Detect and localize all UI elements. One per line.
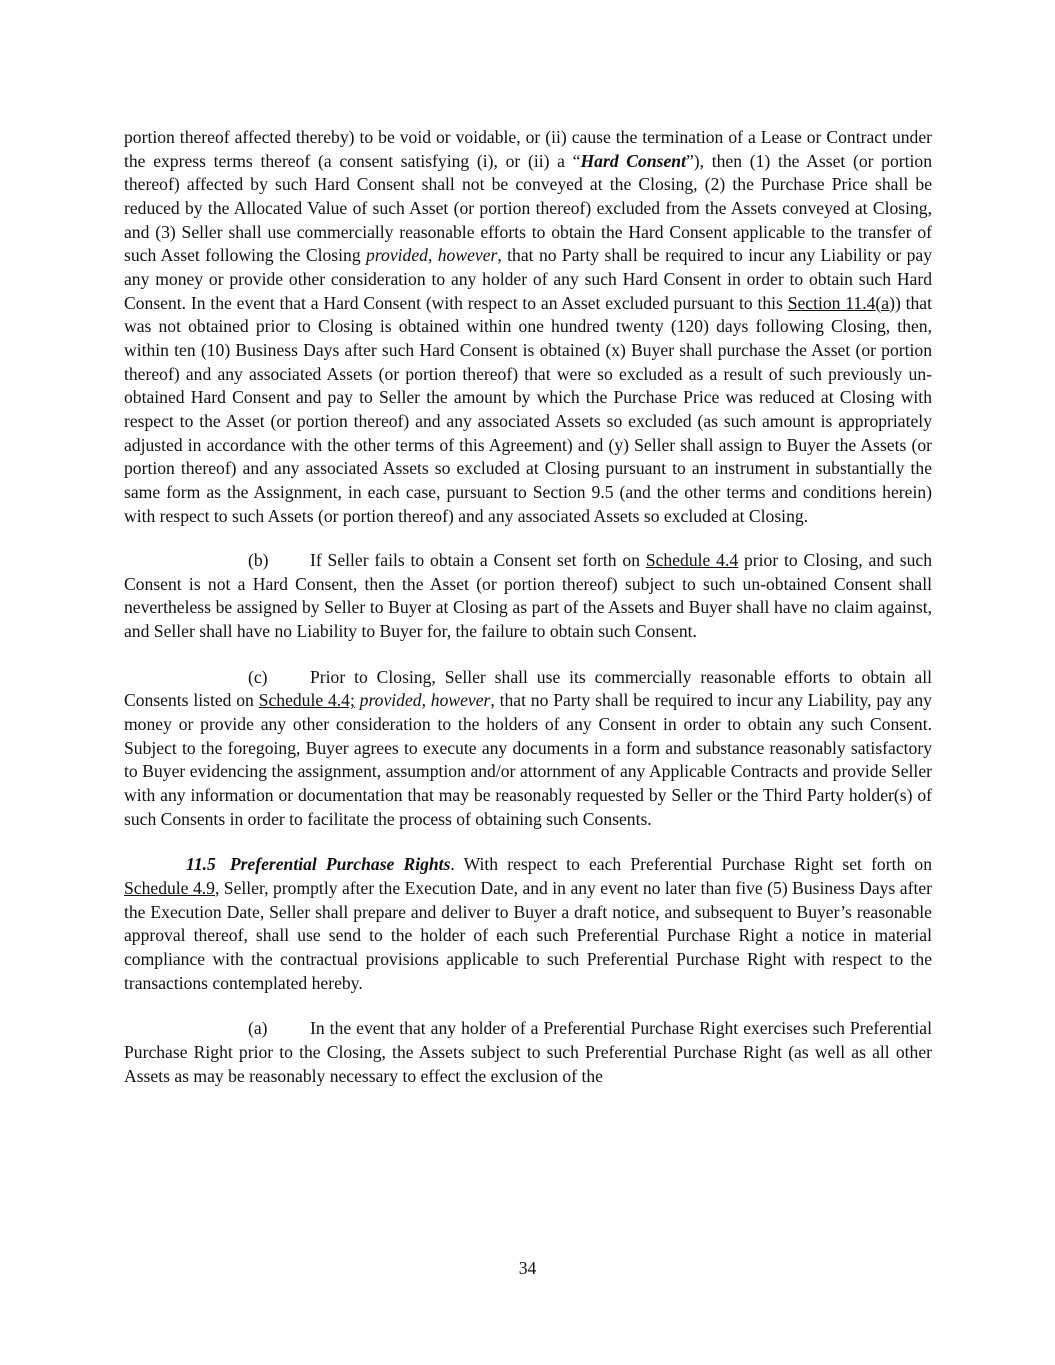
text-run: prior to Closing, and such Consent is not a Hard Consent, then the Asset (or portion thereof) subject to such un-obtained Consent shall nevertheless be assigned by Seller to Buyer at Closing as part of the Assets and Buyer shall have no claim against, and Seller shall have no Liability to Buyer for, the failure to obtain such Consent. (124, 550, 932, 642)
text-run: Prior to Closing, Seller shall use its commercially reasonable efforts to obtain all Consents listed on (124, 666, 932, 711)
emphasis-however: however (430, 690, 491, 711)
reference-schedule-4-4: Schedule 4.4 (645, 550, 739, 571)
defined-term-hard-consent: Hard Consent (580, 150, 686, 171)
page-number: 34 (518, 1258, 537, 1278)
paragraph-hard-consent (124, 126, 932, 528)
text-run: If Seller fails to obtain a Consent set forth on (310, 550, 646, 571)
text-run: , that no Party shall be required to incur any Liability, pay any money or provide any other consideration to the holders of any Consent in order to obtain any such Consent. Subject to the foregoing, Buyer agrees to execute any documents in a form and substance reasonably satisfactory to Buyer evidencing the assignment, assumption and/or attornment of any Applicable Contracts and provide Seller with any information or documentation that may be reasonably requested by Seller or the Third Party holder(s) of such Consents in order to facilitate the process of obtaining such Consents. (124, 690, 932, 829)
text-run: ) that was not obtained prior to Closing is obtained within one hundred twenty (120) days following Closing, then, within ten (10) Business Days after such Hard Consent is obtained (x) Buyer shall purchase the Asset (or portion thereof) and any associated Assets (or portion thereof) that were so excluded as a result of such previously un-obtained Hard Consent and pay to Seller the amount by which the Purchase Price was reduced at Closing with respect to the Asset (or portion thereof) and any associated Assets so excluded (as such amount is appropriately adjusted in accordance with the other terms of this Agreement) and (y) Seller shall assign to Buyer the Assets (or portion thereof) and any associated Assets so excluded at Closing pursuant to an instrument in substantially the same form as the Assignment, in each case, pursuant to Section 9.5 (and the other terms and conditions herein) with respect to such Assets (or portion thereof) and any associated Assets so excluded at Closing. (124, 292, 932, 526)
clause-label-c: (c) (248, 666, 268, 687)
paragraph-b (124, 549, 932, 644)
section-11-5-paragraph (124, 853, 932, 995)
document-page (124, 126, 932, 1088)
reference-schedule-4-9: Schedule 4.9 (124, 878, 215, 899)
paragraph-a (124, 1017, 932, 1088)
reference-section-11-4a: Section 11.4(a) (787, 292, 895, 313)
emphasis-however: however (437, 245, 498, 266)
clause-label-b: (b) (248, 550, 269, 571)
section-number: 11.5 (186, 854, 216, 875)
text-run: , (421, 690, 431, 711)
text-run: portion thereof affected thereby) to be void or voidable, or (ii) cause the termination of a Lease or Contract under the express terms thereof (a consent satisfying (i), or (ii) a “ (124, 127, 932, 171)
paragraph-c (124, 666, 932, 832)
reference-schedule-4-4: Schedule 4.4; (258, 690, 355, 711)
text-run: , (427, 245, 438, 266)
emphasis-provided: provided (359, 690, 422, 711)
emphasis-provided: provided (366, 245, 428, 266)
text-run: . With respect to each Preferential Purchase Right set forth on (450, 854, 932, 875)
text-run: , that no Party shall be required to incur any Liability or pay any money or provide other consideration to any holder of any such Hard Consent in order to obtain such Hard Consent. In the event that a Hard Consent (with respect to an Asset excluded pursuant to this (124, 245, 933, 313)
section-heading: Preferential Purchase Rights (229, 854, 451, 875)
clause-label-a: (a) (248, 1018, 268, 1039)
text-run: In the event that any holder of a Preferential Purchase Right exercises such Preferential Purchase Right prior to the Closing, the Assets subject to such Preferential Purchase Right (as well as all other Assets as may be reasonably necessary to effect the exclusion of the (124, 1018, 932, 1086)
text-run: , Seller, promptly after the Execution Date, and in any event no later than five (5) Business Days after the Execution Date, Seller shall prepare and deliver to Buyer a draft notice, and subsequent to Buyer’s reasonable approval thereof, shall use send to the holder of each such Preferential Purchase Right a notice in material compliance with the contractual provisions applicable to such Preferential Purchase Right with respect to the transactions contemplated hereby. (124, 878, 932, 993)
text-run: ”), then (1) the Asset (or portion thereof) affected by such Hard Consent shall not be conveyed at the Closing, (2) the Purchase Price shall be reduced by the Allocated Value of such Asset (or portion thereof) excluded from the Assets conveyed at Closing, and (3) Seller shall use commercially reasonable efforts to obtain the Hard Consent applicable to the transfer of such Asset following the Closing (124, 150, 933, 266)
